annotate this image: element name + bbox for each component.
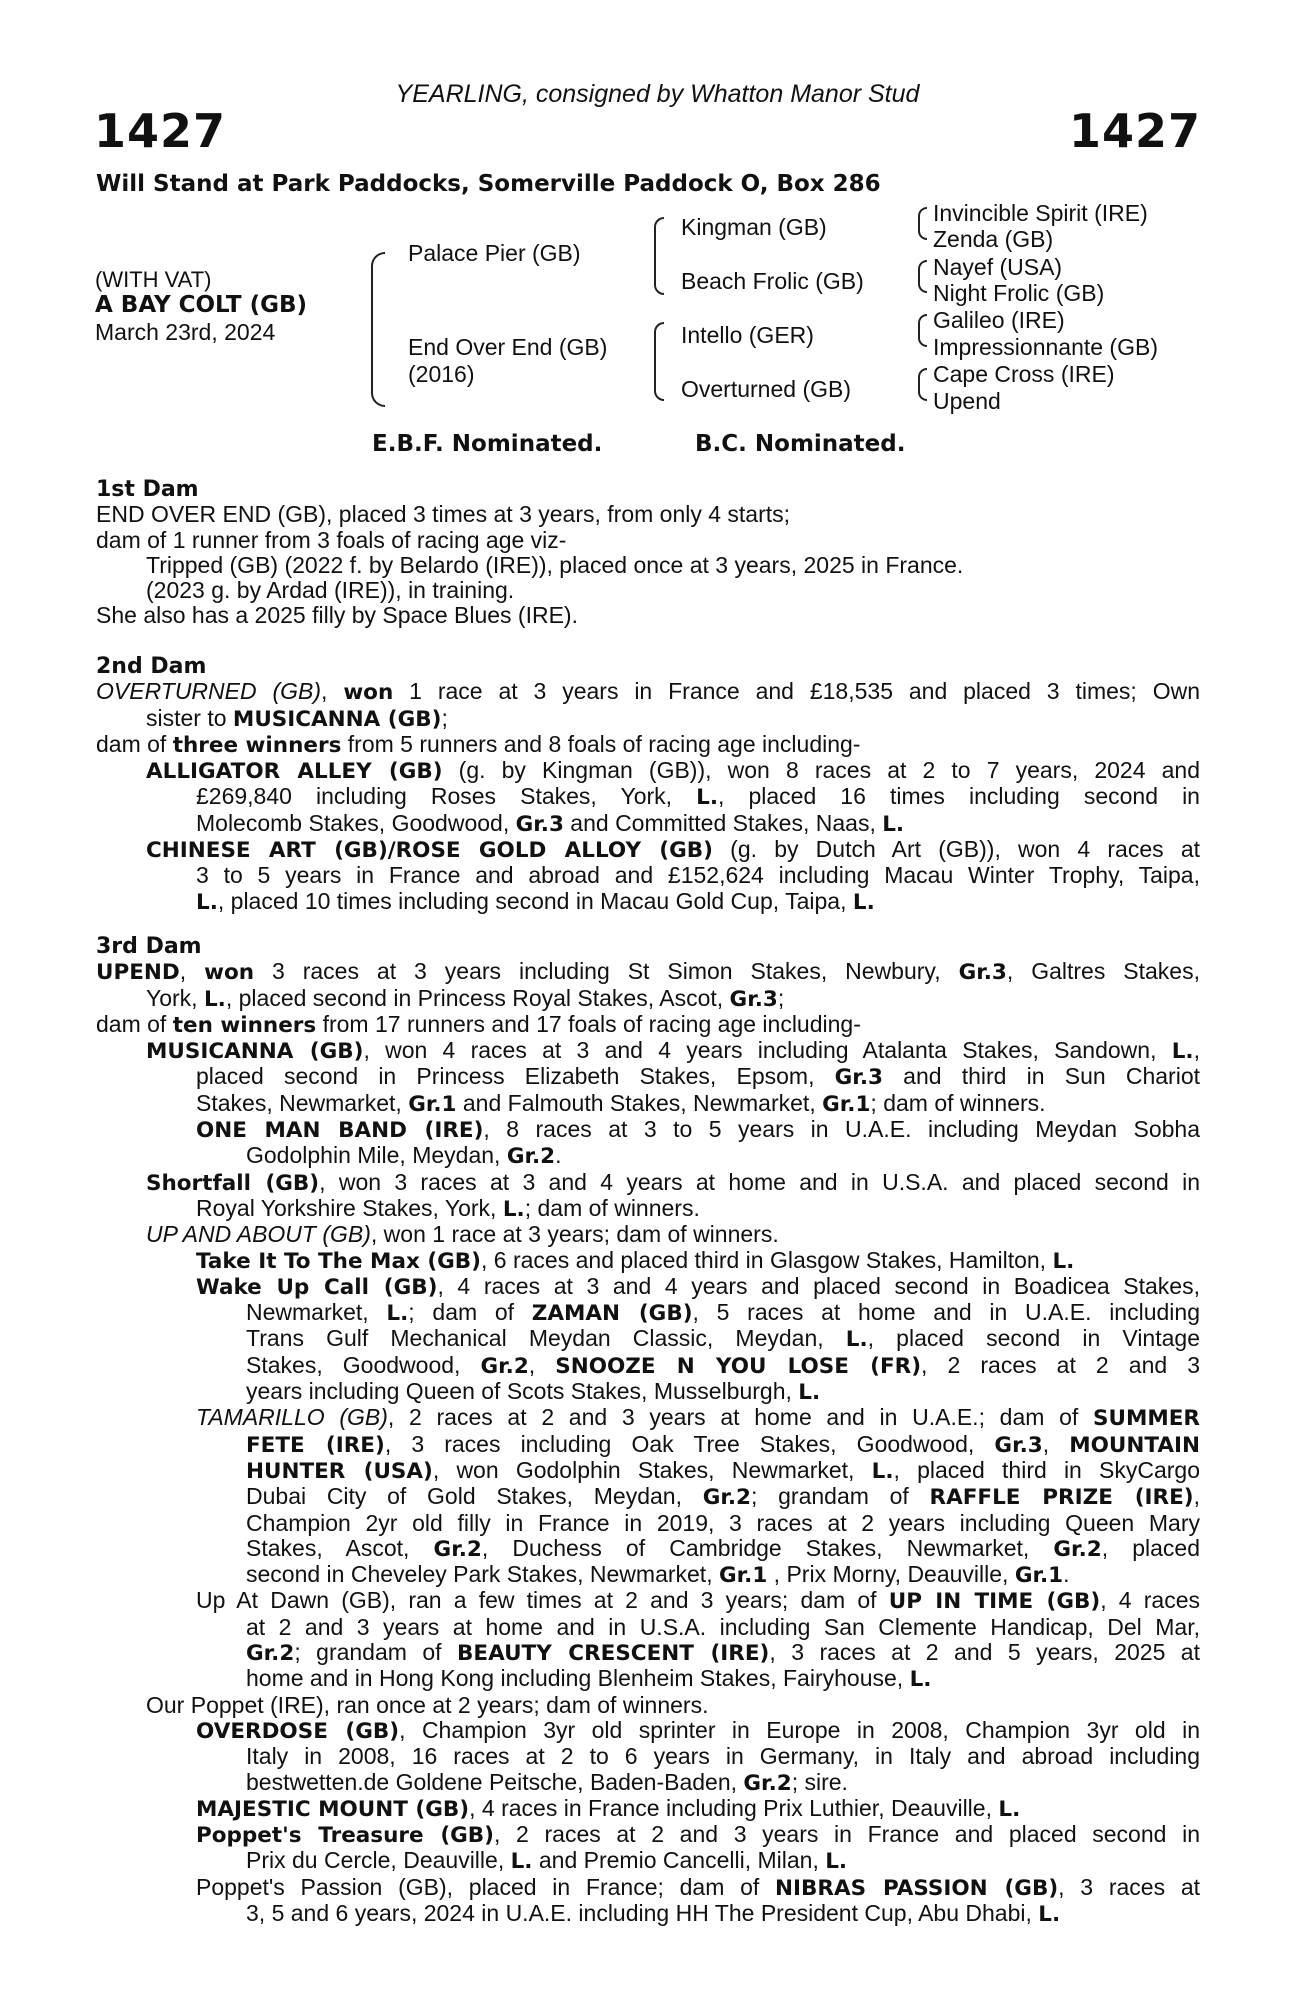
text-line: (2023 g. by Ardad (IRE)), in training. xyxy=(146,577,515,604)
text-line: Molecomb Stakes, Goodwood, Gr.3 and Committed Stakes, Naas, L. xyxy=(196,809,905,837)
text-line: Take It To The Max (GB), 6 races and placed third in Glasgow Stakes, Hamilton, L. xyxy=(196,1246,1075,1274)
text-line: END OVER END (GB), placed 3 times at 3 years, from only 4 starts; xyxy=(96,501,791,528)
text-line: York, L., placed second in Princess Royal Stakes, Ascot, Gr.3; xyxy=(146,984,785,1012)
text-line: 3, 5 and 6 years, 2024 in U.A.E. including HH The President Cup, Abu Dhabi, L. xyxy=(246,1899,1061,1927)
consignment-line: YEARLING, consigned by Whatton Manor Stud xyxy=(395,80,920,108)
text-line: OVERDOSE (GB), Champion 3yr old sprinter in Europe in 2008, Champion 3yr old in xyxy=(196,1716,1200,1744)
pedigree-dam-sire: Intello (GER) xyxy=(681,322,814,348)
pedigree-brace-sire xyxy=(654,217,664,295)
lot-number-left: 1427 xyxy=(94,104,227,158)
second-dam-heading: 2nd Dam xyxy=(96,654,207,679)
text-line: Poppet's Treasure (GB), 2 races at 2 and 3 years in France and placed second in xyxy=(196,1821,1200,1849)
text-line: CHINESE ART (GB)/ROSE GOLD ALLOY (GB) (g. by Dutch Art (GB)), won 4 races at xyxy=(146,836,1201,864)
pedigree-dd-sire: Cape Cross (IRE) xyxy=(933,361,1115,387)
text-line: FETE (IRE), 3 races including Oak Tree Stakes, Goodwood, Gr.3, MOUNTAIN xyxy=(246,1430,1200,1458)
text-line: 3 to 5 years in France and abroad and £152,624 including Macau Winter Trophy, Taipa, xyxy=(196,862,1200,889)
lot-number-right: 1427 xyxy=(1068,104,1201,158)
vat-note: (WITH VAT) xyxy=(95,267,212,292)
text-line: bestwetten.de Goldene Peitsche, Baden-Baden, Gr.2; sire. xyxy=(246,1768,848,1796)
first-dam-heading: 1st Dam xyxy=(96,477,199,502)
text-line: £269,840 including Roses Stakes, York, L., placed 16 times including second in xyxy=(196,783,1200,811)
text-line: Prix du Cercle, Deauville, L. and Premio Cancelli, Milan, L. xyxy=(246,1847,848,1875)
foaling-date: March 23rd, 2024 xyxy=(95,319,276,345)
text-line: Wake Up Call (GB), 4 races at 3 and 4 years and placed second in Boadicea Stakes, xyxy=(196,1272,1200,1300)
text-line: Stakes, Ascot, Gr.2, Duchess of Cambridge Stakes, Newmarket, Gr.2, placed xyxy=(246,1534,1200,1562)
pedigree-ds-sire: Galileo (IRE) xyxy=(933,307,1065,333)
text-line: Stakes, Newmarket, Gr.1 and Falmouth Stakes, Newmarket, Gr.1; dam of winners. xyxy=(196,1089,1046,1117)
third-dam-heading: 3rd Dam xyxy=(96,934,202,959)
pedigree-brace-dd xyxy=(918,368,927,401)
text-line: Tripped (GB) (2022 f. by Belardo (IRE)), placed once at 3 years, 2025 in France. xyxy=(146,551,964,578)
text-line: dam of ten winners from 17 runners and 17 foals of racing age including- xyxy=(96,1010,861,1038)
text-line: Shortfall (GB), won 3 races at 3 and 4 years at home and in U.S.A. and placed second in xyxy=(146,1168,1200,1196)
text-line: at 2 and 3 years at home and in U.S.A. including San Clemente Handicap, Del Mar, xyxy=(246,1613,1200,1640)
text-line: Italy in 2008, 16 races at 2 to 6 years in Germany, in Italy and abroad including xyxy=(246,1743,1200,1770)
text-line: placed second in Princess Elizabeth Stakes, Epsom, Gr.3 and third in Sun Chariot xyxy=(196,1063,1200,1091)
pedigree-dam: End Over End (GB) xyxy=(408,334,608,360)
bc-nomination: B.C. Nominated. xyxy=(695,431,906,457)
first-dam-section xyxy=(96,477,1200,629)
pedigree-brace-sd xyxy=(918,260,927,293)
pedigree-brace-dam xyxy=(654,322,664,401)
text-line: Stakes, Goodwood, Gr.2, SNOOZE N YOU LOSE (FR), 2 races at 2 and 3 xyxy=(246,1351,1201,1379)
pedigree-sire-sire: Kingman (GB) xyxy=(681,214,827,240)
text-line: Poppet's Passion (GB), placed in France; dam of NIBRAS PASSION (GB), 3 races at xyxy=(196,1873,1200,1901)
text-line: Dubai City of Gold Stakes, Meydan, Gr.2; grandam of RAFFLE PRIZE (IRE), xyxy=(246,1483,1200,1511)
text-line: ALLIGATOR ALLEY (GB) (g. by Kingman (GB)), won 8 races at 2 to 7 years, 2024 and xyxy=(146,757,1200,785)
pedigree-sire-dam: Beach Frolic (GB) xyxy=(681,268,864,294)
third-dam-section xyxy=(96,934,1200,1927)
pedigree-dd-dam: Upend xyxy=(933,388,1001,414)
pedigree-sire: Palace Pier (GB) xyxy=(408,240,581,266)
text-line: MAJESTIC MOUNT (GB), 4 races in France including Prix Luthier, Deauville, L. xyxy=(196,1794,1021,1822)
text-line: dam of three winners from 5 runners and 8 foals of racing age including- xyxy=(96,730,861,758)
horse-name: A BAY COLT (GB) xyxy=(95,292,308,318)
pedigree-dam-dam: Overturned (GB) xyxy=(681,376,851,402)
text-line: UPEND, won 3 races at 3 years including St Simon Stakes, Newbury, Gr.3, Galtres Stakes, xyxy=(96,958,1200,986)
text-line: home and in Hong Kong including Blenheim Stakes, Fairyhouse, L. xyxy=(246,1665,932,1693)
text-line: second in Cheveley Park Stakes, Newmarket, Gr.1 , Prix Morny, Deauville, Gr.1. xyxy=(246,1561,1070,1589)
pedigree-brace-ds xyxy=(918,314,927,347)
text-line: L., placed 10 times including second in Macau Gold Cup, Taipa, L. xyxy=(196,887,875,915)
text-line: Our Poppet (IRE), ran once at 2 years; dam of winners. xyxy=(146,1691,709,1718)
pedigree-ds-dam: Impressionnante (GB) xyxy=(933,334,1158,360)
pedigree-sd-sire: Nayef (USA) xyxy=(933,254,1063,280)
text-line: Newmarket, L.; dam of ZAMAN (GB), 5 races at home and in U.A.E. including xyxy=(246,1299,1200,1327)
ebf-nomination: E.B.F. Nominated. xyxy=(372,431,603,457)
text-line: Trans Gulf Mechanical Meydan Classic, Meydan, L., placed second in Vintage xyxy=(246,1325,1200,1353)
text-line: She also has a 2025 filly by Space Blues (IRE). xyxy=(96,602,578,629)
pedigree-brace-gen1 xyxy=(371,252,385,407)
text-line: Royal Yorkshire Stakes, York, L.; dam of winners. xyxy=(196,1194,700,1222)
text-line: MUSICANNA (GB), won 4 races at 3 and 4 years including Atalanta Stakes, Sandown, L., xyxy=(146,1037,1200,1065)
text-line: dam of 1 runner from 3 foals of racing age viz- xyxy=(96,526,567,553)
stand-location: Will Stand at Park Paddocks, Somerville Paddock O, Box 286 xyxy=(96,171,881,197)
pedigree-brace-ss xyxy=(918,207,927,240)
text-line: Up At Dawn (GB), ran a few times at 2 and 3 years; dam of UP IN TIME (GB), 4 races xyxy=(196,1587,1200,1615)
text-line: ONE MAN BAND (IRE), 8 races at 3 to 5 years in U.A.E. including Meydan Sobha xyxy=(196,1116,1200,1144)
pedigree-ss-sire: Invincible Spirit (IRE) xyxy=(933,200,1148,226)
text-line: sister to MUSICANNA (GB); xyxy=(146,704,448,732)
pedigree-dam-year: (2016) xyxy=(408,361,475,387)
text-line: Godolphin Mile, Meydan, Gr.2. xyxy=(246,1142,562,1170)
text-line: UP AND ABOUT (GB), won 1 race at 3 years; dam of winners. xyxy=(146,1221,779,1248)
pedigree-ss-dam: Zenda (GB) xyxy=(933,226,1054,252)
text-line: Champion 2yr old filly in France in 2019, 3 races at 2 years including Queen Mary xyxy=(246,1509,1200,1536)
text-line: OVERTURNED (GB), won 1 race at 3 years in France and £18,535 and placed 3 times; Own xyxy=(96,678,1200,706)
text-line: years including Queen of Scots Stakes, Musselburgh, L. xyxy=(246,1378,821,1406)
second-dam-section xyxy=(96,654,1200,915)
text-line: TAMARILLO (GB), 2 races at 2 and 3 years at home and in U.A.E.; dam of SUMMER xyxy=(196,1404,1200,1432)
text-line: Gr.2; grandam of BEAUTY CRESCENT (IRE), 3 races at 2 and 5 years, 2025 at xyxy=(246,1639,1200,1667)
text-line: HUNTER (USA), won Godolphin Stakes, Newmarket, L., placed third in SkyCargo xyxy=(246,1456,1201,1484)
pedigree-sd-dam: Night Frolic (GB) xyxy=(933,280,1105,306)
